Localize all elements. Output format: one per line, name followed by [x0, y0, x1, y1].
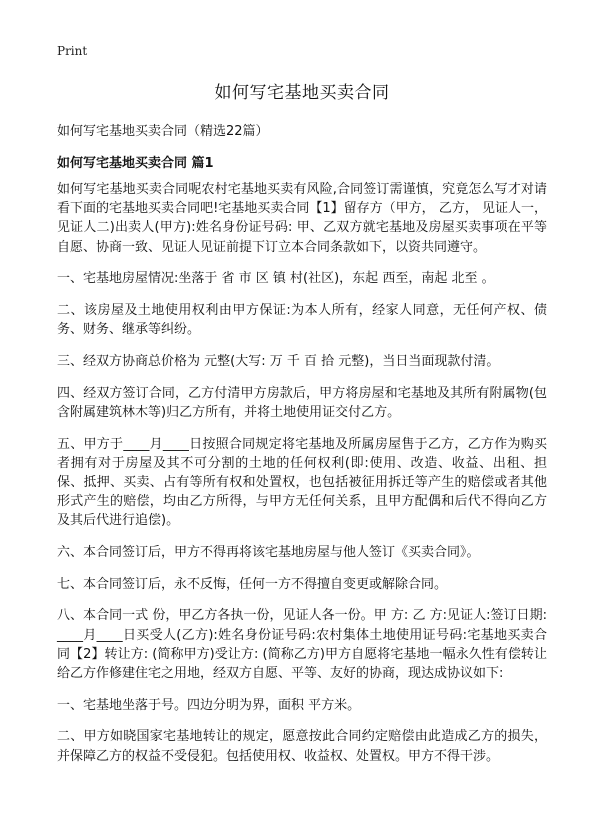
paragraph-clause-1: 一、宅基地房屋情况:坐落于 省 市 区 镇 村(社区)，东起 西至，南起 北至 。: [57, 271, 495, 287]
paragraph-clause-5: 五、甲方于____月____日按照合同规定将宅基地及所属房屋售于乙方，乙方作为购买者拥有对于房屋及其不可分割的土地的任何权利(即:使用、改造、收益、出租、担保、抵押、买卖、占有等所有权和处置权，也包括被征用拆迁等产生的赔偿或者其他形式产生的赔偿，均由乙方所得，与甲方无任何关系，且甲方配偶和后代不得向乙方及其后代进行追偿)。: [57, 436, 547, 529]
print-link[interactable]: Print: [57, 44, 88, 58]
paragraph-clause-b1: 一、宅基地坐落于号。四边分明为界，面积 平方米。: [57, 697, 361, 713]
section-heading: 如何写宅基地买卖合同 篇1: [57, 156, 214, 171]
document-subtitle: 如何写宅基地买卖合同（精选22篇）: [57, 124, 269, 139]
paragraph-clause-6: 六、本合同签订后，甲方不得再将该宅基地房屋与他人签订《买卖合同》。: [57, 545, 480, 561]
paragraph-clause-8: 八、本合同一式 份，甲乙方各执一份，见证人各一份。甲 方: 乙 方:见证人:签订日期:____月____日买受人(乙方):姓名身份证号码:农村集体土地使用证号码:宅基地买卖合同【2】转让方: (简称甲方)受让方: (简称乙方)甲方自愿将宅基地一幅永久性有偿转让给乙方作修建住宅之用地，经双方自愿、平等、友好的协商，现达成协议如下:: [57, 608, 547, 682]
paragraph-clause-4: 四、经双方签订合同，乙方付清甲方房款后，甲方将房屋和宅基地及其所有附属物(包含附属建筑林木等)归乙方所有，并将土地使用证交付乙方。: [57, 385, 547, 420]
paragraph-clause-2: 二、该房屋及土地使用权利由甲方保证:为本人所有，经家人同意，无任何产权、债务、财务、继承等纠纷。: [57, 303, 547, 338]
paragraph-clause-7: 七、本合同签订后，永不反悔，任何一方不得擅自变更或解除合同。: [57, 576, 448, 592]
paragraph-intro: 如何写宅基地买卖合同呢农村宅基地买卖有风险,合同签订需谨慎，究竟怎么写才对请看下面的宅基地买卖合同吧!宅基地买卖合同【1】留存方（甲方， 乙方， 见证人一， 见证人二)出卖人(甲方):姓名身份证号码: 甲、乙双方就宅基地及房屋买卖事项在平等自愿、协商一致、见证人见证前提下订立本合同条款如下，以资共同遵守。: [57, 182, 547, 255]
paragraph-clause-3: 三、经双方协商总价格为 元整(大写: 万 千 百 拾 元整)，当日当面现款付清。: [57, 353, 500, 369]
document-body: [57, 180, 547, 778]
paragraph-clause-b2: 二、甲方如晓国家宅基地转让的规定，愿意按此合同约定赔偿由此造成乙方的损失，并保障乙方的权益不受侵犯。包括使用权、收益权、处置权。甲方不得干涉。: [57, 729, 547, 764]
document-title: 如何写宅基地买卖合同: [214, 83, 390, 103]
